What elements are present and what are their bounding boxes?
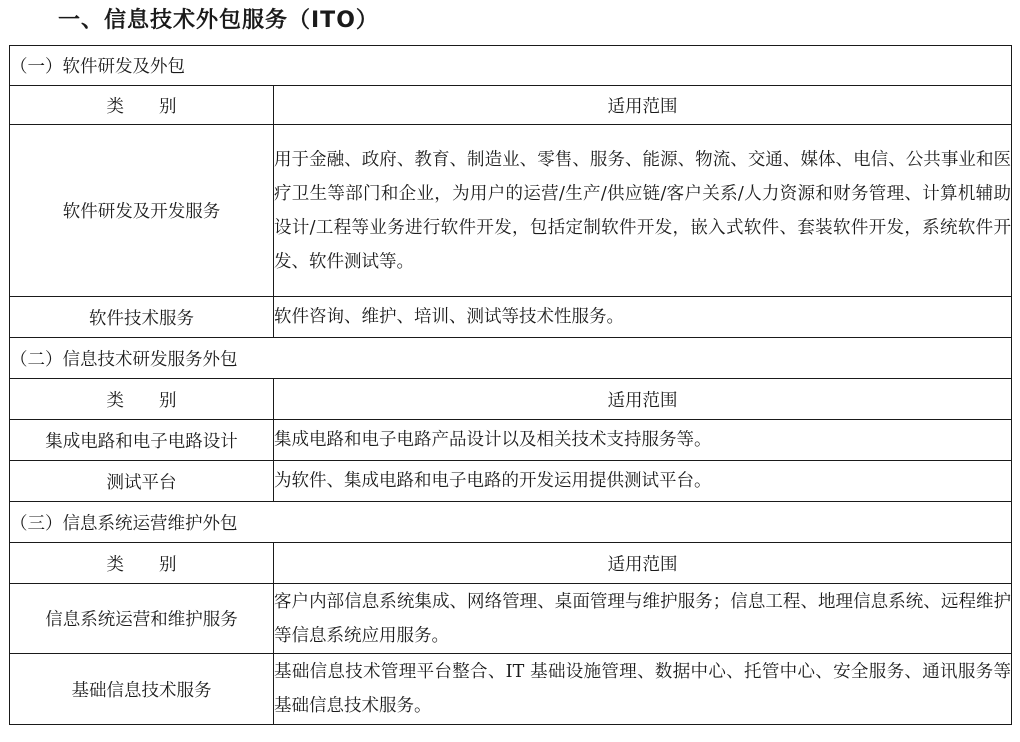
category-column-header: 类 别 xyxy=(10,86,274,125)
section-title: （三）信息系统运营维护外包 xyxy=(10,502,1012,543)
table-row xyxy=(10,654,1012,725)
scope-cell: 基础信息技术管理平台整合、IT 基础设施管理、数据中心、托管中心、安全服务、通讯服务等基础信息技术服务。 xyxy=(274,654,1012,725)
category-column-header: 类 别 xyxy=(10,379,274,420)
category-cell: 软件研发及开发服务 xyxy=(10,125,274,297)
header-row xyxy=(10,543,1012,584)
scope-cell: 集成电路和电子电路产品设计以及相关技术支持服务等。 xyxy=(274,420,1012,461)
table-row xyxy=(10,125,1012,297)
header-row xyxy=(10,86,1012,125)
scope-column-header: 适用范围 xyxy=(274,379,1012,420)
category-cell: 信息系统运营和维护服务 xyxy=(10,584,274,654)
scope-cell: 为软件、集成电路和电子电路的开发运用提供测试平台。 xyxy=(274,461,1012,502)
table-row xyxy=(10,461,1012,502)
section-row xyxy=(10,502,1012,543)
table-row xyxy=(10,297,1012,338)
scope-cell: 客户内部信息系统集成、网络管理、桌面管理与维护服务；信息工程、地理信息系统、远程维护等信息系统应用服务。 xyxy=(274,584,1012,654)
table-row xyxy=(10,584,1012,654)
ito-services-table xyxy=(9,45,1012,725)
category-column-header: 类 别 xyxy=(10,543,274,584)
header-row xyxy=(10,379,1012,420)
document-title: 一、信息技术外包服务（ITO） xyxy=(58,8,379,33)
section-row xyxy=(10,338,1012,379)
table-row xyxy=(10,420,1012,461)
category-cell: 软件技术服务 xyxy=(10,297,274,338)
scope-column-header: 适用范围 xyxy=(274,543,1012,584)
scope-column-header: 适用范围 xyxy=(274,86,1012,125)
section-title: （二）信息技术研发服务外包 xyxy=(10,338,1012,379)
scope-cell: 软件咨询、维护、培训、测试等技术性服务。 xyxy=(274,297,1012,338)
category-cell: 测试平台 xyxy=(10,461,274,502)
section-title: （一）软件研发及外包 xyxy=(10,46,1012,86)
scope-cell: 用于金融、政府、教育、制造业、零售、服务、能源、物流、交通、媒体、电信、公共事业和医疗卫生等部门和企业，为用户的运营/生产/供应链/客户关系/人力资源和财务管理、计算机辅助设计/工程等业务进行软件开发，包括定制软件开发，嵌入式软件、套装软件开发，系统软件开发、软件测试等。 xyxy=(274,125,1012,297)
category-cell: 基础信息技术服务 xyxy=(10,654,274,725)
section-row xyxy=(10,46,1012,86)
category-cell: 集成电路和电子电路设计 xyxy=(10,420,274,461)
